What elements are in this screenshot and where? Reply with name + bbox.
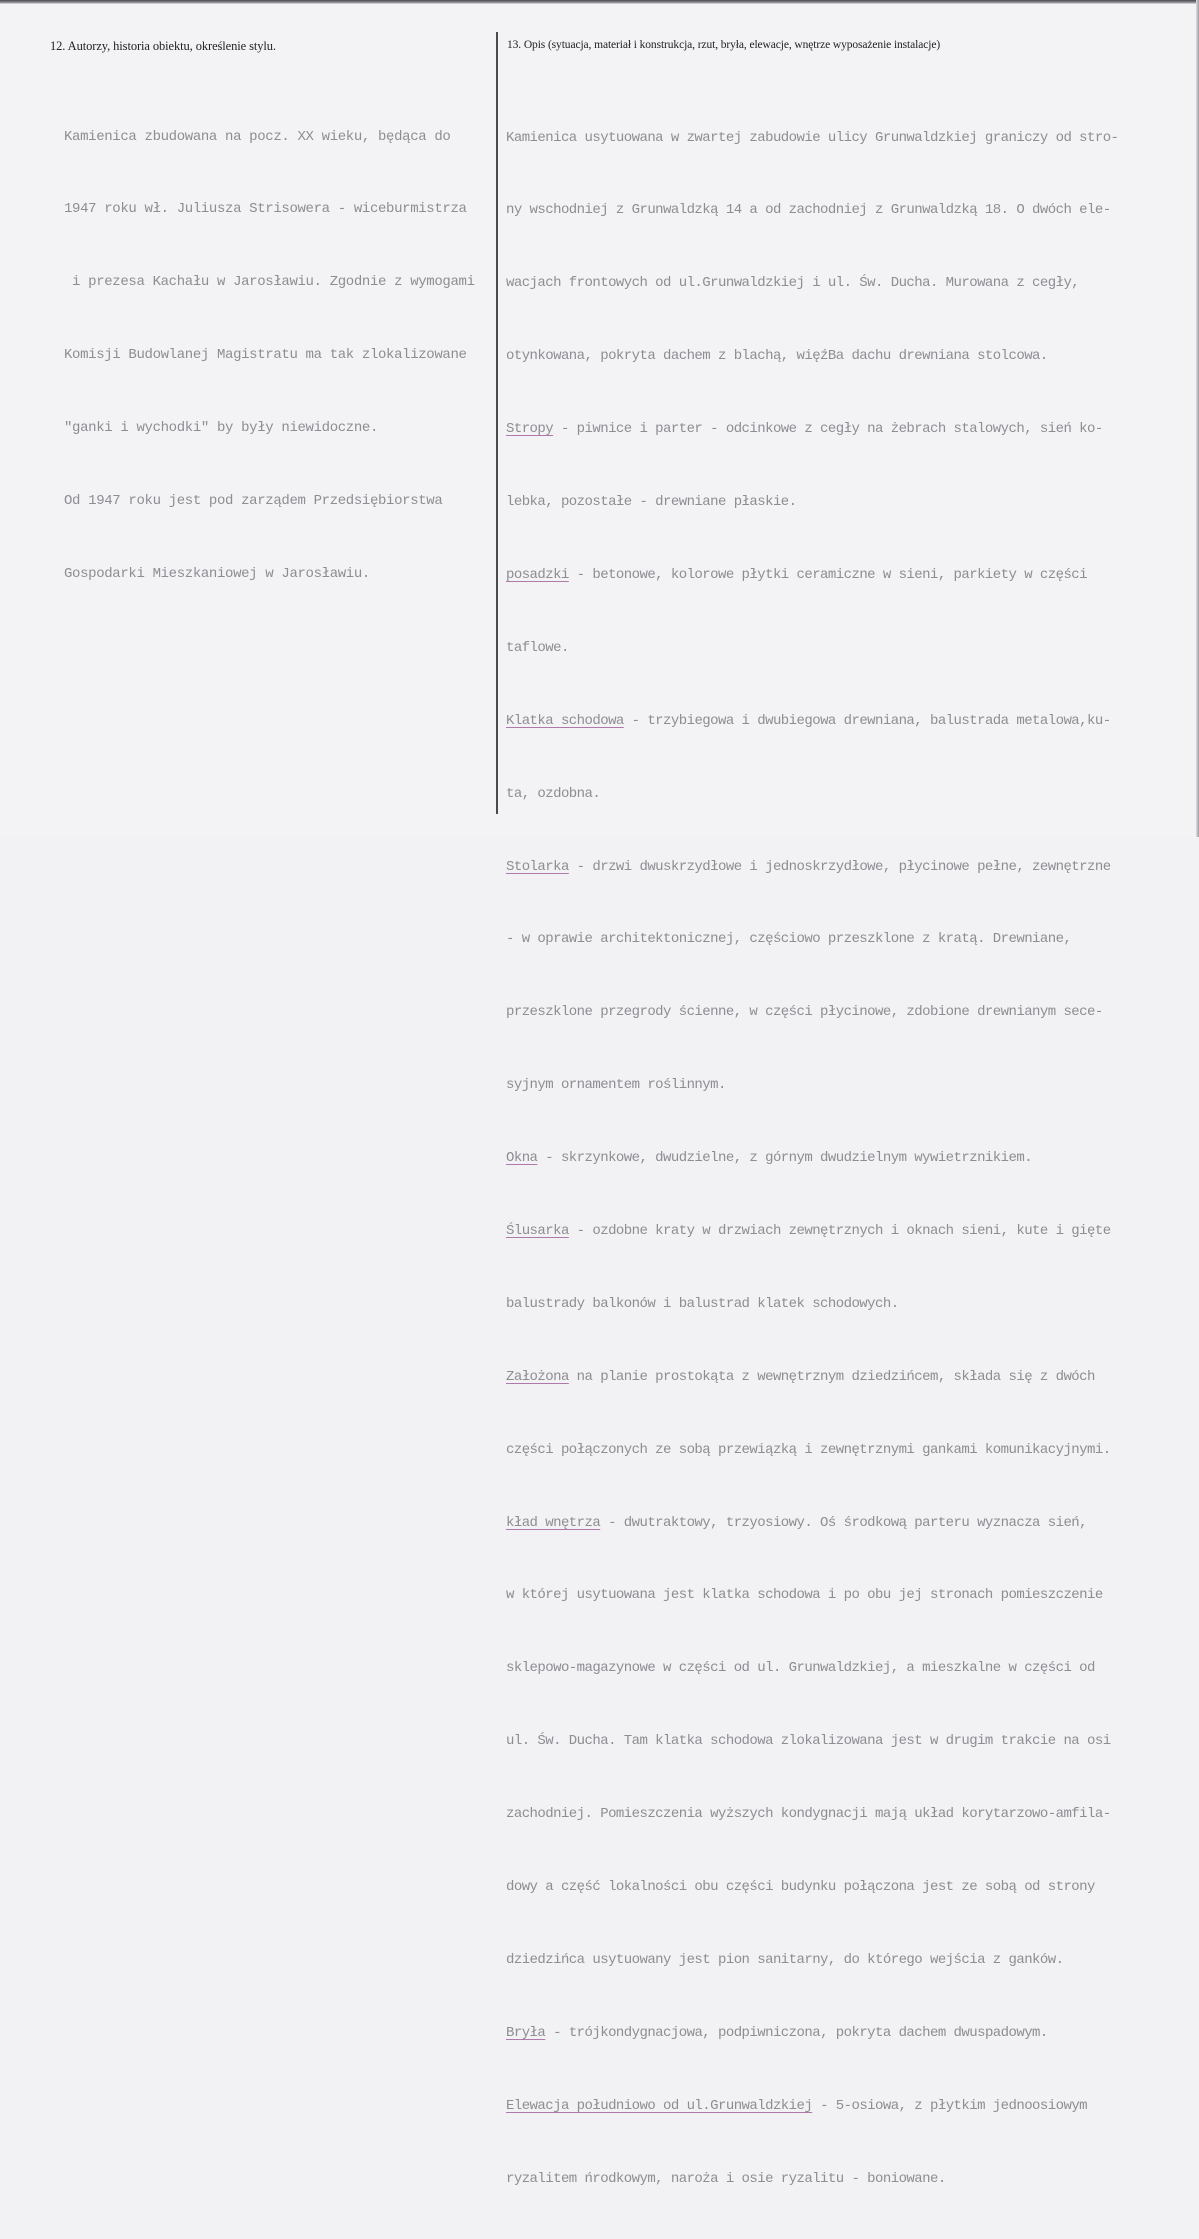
line-text: - ozdobne kraty w drzwiach zewnętrznych i oknach sieni, kute i gięte bbox=[568, 1222, 1111, 1239]
text-line bbox=[506, 198, 1118, 222]
text-line bbox=[506, 271, 1118, 295]
text-line bbox=[506, 563, 1118, 587]
text-line bbox=[506, 1729, 1118, 1753]
line-text: ul. Św. Ducha. Tam klatka schodowa zlokalizowana jest w drugim trakcie na osi bbox=[506, 1733, 1111, 1750]
line-label: Ślusarka bbox=[506, 1222, 569, 1239]
text-line bbox=[506, 782, 1118, 806]
text-line bbox=[506, 490, 1118, 514]
text-line bbox=[506, 2021, 1118, 2045]
line-label: kład wnętrza bbox=[506, 1514, 601, 1531]
text-line bbox=[506, 2167, 1118, 2191]
section-12-authors-history bbox=[0, 4, 496, 837]
document-page bbox=[0, 4, 1196, 2187]
line-text: otynkowana, pokryta dachem z blachą, więźBa dachu drewniana stolcowa. bbox=[506, 348, 1048, 365]
text-line: 1947 roku wł. Juliusza Strisowera - wiceburmistrza bbox=[64, 201, 467, 218]
text-line bbox=[506, 1875, 1118, 1899]
line-text: syjnym ornamentem roślinnym. bbox=[506, 1077, 726, 1094]
line-label: Założona bbox=[506, 1368, 569, 1385]
text-line: "ganki i wychodki" by były niewidoczne. bbox=[64, 420, 379, 437]
line-text: - skrzynkowe, dwudzielne, z górnym dwudzielnym wywietrznikiem. bbox=[537, 1150, 1033, 1167]
line-label: Okna bbox=[506, 1150, 538, 1167]
section-body bbox=[506, 77, 1118, 2239]
line-text: - 5-osiowa, z płytkim jednoosiowym bbox=[812, 2097, 1088, 2114]
text-line: i prezesa Kachału w Jarosławiu. Zgodnie z wymogami bbox=[64, 274, 475, 291]
text-line: Komisji Budowlanej Magistratu ma tak zlokalizowane bbox=[64, 347, 467, 364]
text-line bbox=[506, 855, 1118, 879]
section-body bbox=[64, 76, 475, 635]
line-text: - trójkondygnacjowa, podpiwniczona, pokryta dachem dwuspadowym. bbox=[545, 2024, 1048, 2041]
text-line bbox=[506, 1073, 1118, 1097]
text-line bbox=[506, 927, 1118, 951]
line-text: dziedzińca usytuowany jest pion sanitarny, do którego wejścia z ganków. bbox=[506, 1951, 1064, 1968]
line-text: - piwnice i parter - odcinkowe z cegły na żebrach stalowych, sień ko- bbox=[553, 421, 1103, 438]
text-line bbox=[506, 1656, 1118, 1680]
text-line bbox=[506, 1948, 1118, 1972]
line-label: Stropy bbox=[506, 421, 554, 438]
text-line bbox=[506, 126, 1118, 150]
section-heading: 12. Autorzy, historia obiektu, określenie stylu. bbox=[50, 39, 276, 53]
text-line bbox=[506, 1146, 1118, 1170]
line-label: Klatka schodowa bbox=[506, 712, 624, 729]
line-label: Bryła bbox=[506, 2024, 546, 2041]
text-line: Gospodarki Mieszkaniowej w Jarosławiu. bbox=[64, 565, 370, 582]
line-text: - drzwi dwuskrzydłowe i jednoskrzydłowe, płycinowe pełne, zewnętrzne bbox=[568, 858, 1111, 875]
section-heading: 13. Opis (sytuacja, materiał i konstrukcja, rzut, bryła, elewacje, wnętrze wyposażenie instalacje) bbox=[507, 39, 941, 51]
line-text: przeszklone przegrody ścienne, w części płycinowe, zdobione drewnianym sece- bbox=[506, 1004, 1103, 1021]
text-line bbox=[506, 344, 1118, 368]
line-text: w której usytuowana jest klatka schodowa i po obu jej stronach pomieszczenie bbox=[506, 1587, 1103, 1604]
line-text: na planie prostokąta z wewnętrznym dziedzińcem, składa się z dwóch bbox=[568, 1368, 1095, 1385]
line-text: ryzalitem ńrodkowym, naroża i osie ryzalitu - boniowane. bbox=[506, 2170, 946, 2187]
text-line bbox=[506, 1292, 1118, 1316]
line-text: dowy a część lokalności obu części budynku połączona jest ze sobą od strony bbox=[506, 1878, 1095, 1895]
line-text: wacjach frontowych od ul.Grunwaldzkiej i ul. Św. Ducha. Murowana z cegły, bbox=[506, 275, 1080, 292]
line-text: sklepowo-magazynowe w części od ul. Grunwaldzkiej, a mieszkalne w części od bbox=[506, 1660, 1095, 1677]
line-label: Stolarka bbox=[506, 858, 569, 875]
text-line bbox=[506, 1583, 1118, 1607]
line-text: ny wschodniej z Grunwaldzką 14 a od zachodniej z Grunwaldzką 18. O dwóch ele- bbox=[506, 202, 1111, 219]
line-text: zachodniej. Pomieszczenia wyższych kondygnacji mają układ korytarzowo-amfila- bbox=[506, 1806, 1111, 1823]
text-line bbox=[506, 636, 1118, 660]
text-line bbox=[506, 1802, 1118, 1826]
text-line bbox=[506, 2094, 1118, 2118]
line-label: Elewacja południowo od ul.Grunwaldzkiej bbox=[506, 2097, 813, 2114]
line-text: - w oprawie architektonicznej, częściowo przeszklone z kratą. Drewniane, bbox=[506, 931, 1072, 948]
text-line: Od 1947 roku jest pod zarządem Przedsiębiorstwa bbox=[64, 493, 443, 510]
text-line bbox=[506, 1438, 1118, 1462]
line-text: taflowe. bbox=[506, 639, 569, 656]
line-text: ta, ozdobna. bbox=[506, 785, 601, 802]
text-line bbox=[506, 709, 1118, 733]
section-13-description bbox=[498, 4, 1196, 2187]
text-line bbox=[506, 417, 1118, 441]
text-line bbox=[506, 1511, 1118, 1535]
text-line: Kamienica zbudowana na pocz. XX wieku, będąca do bbox=[64, 128, 451, 145]
line-text: - dwutraktowy, trzyosiowy. Oś środkową parteru wyznacza sień, bbox=[600, 1514, 1088, 1531]
text-line bbox=[506, 1219, 1118, 1243]
line-label: posadzki bbox=[506, 566, 569, 583]
text-line bbox=[506, 1000, 1118, 1024]
line-text: - betonowe, kolorowe płytki ceramiczne w sieni, parkiety w części bbox=[568, 566, 1088, 583]
text-line bbox=[506, 1365, 1118, 1389]
line-text: lebka, pozostałe - drewniane płaskie. bbox=[506, 494, 797, 511]
line-text: Kamienica usytuowana w zwartej zabudowie ulicy Grunwaldzkiej graniczy od stro- bbox=[506, 129, 1119, 146]
line-text: - trzybiegowa i dwubiegowa drewniana, balustrada metalowa,ku- bbox=[623, 712, 1111, 729]
line-text: części połączonych ze sobą przewiązką i zewnętrznymi gankami komunikacyjnymi. bbox=[506, 1441, 1111, 1458]
line-text: balustrady balkonów i balustrad klatek schodowych. bbox=[506, 1295, 899, 1312]
